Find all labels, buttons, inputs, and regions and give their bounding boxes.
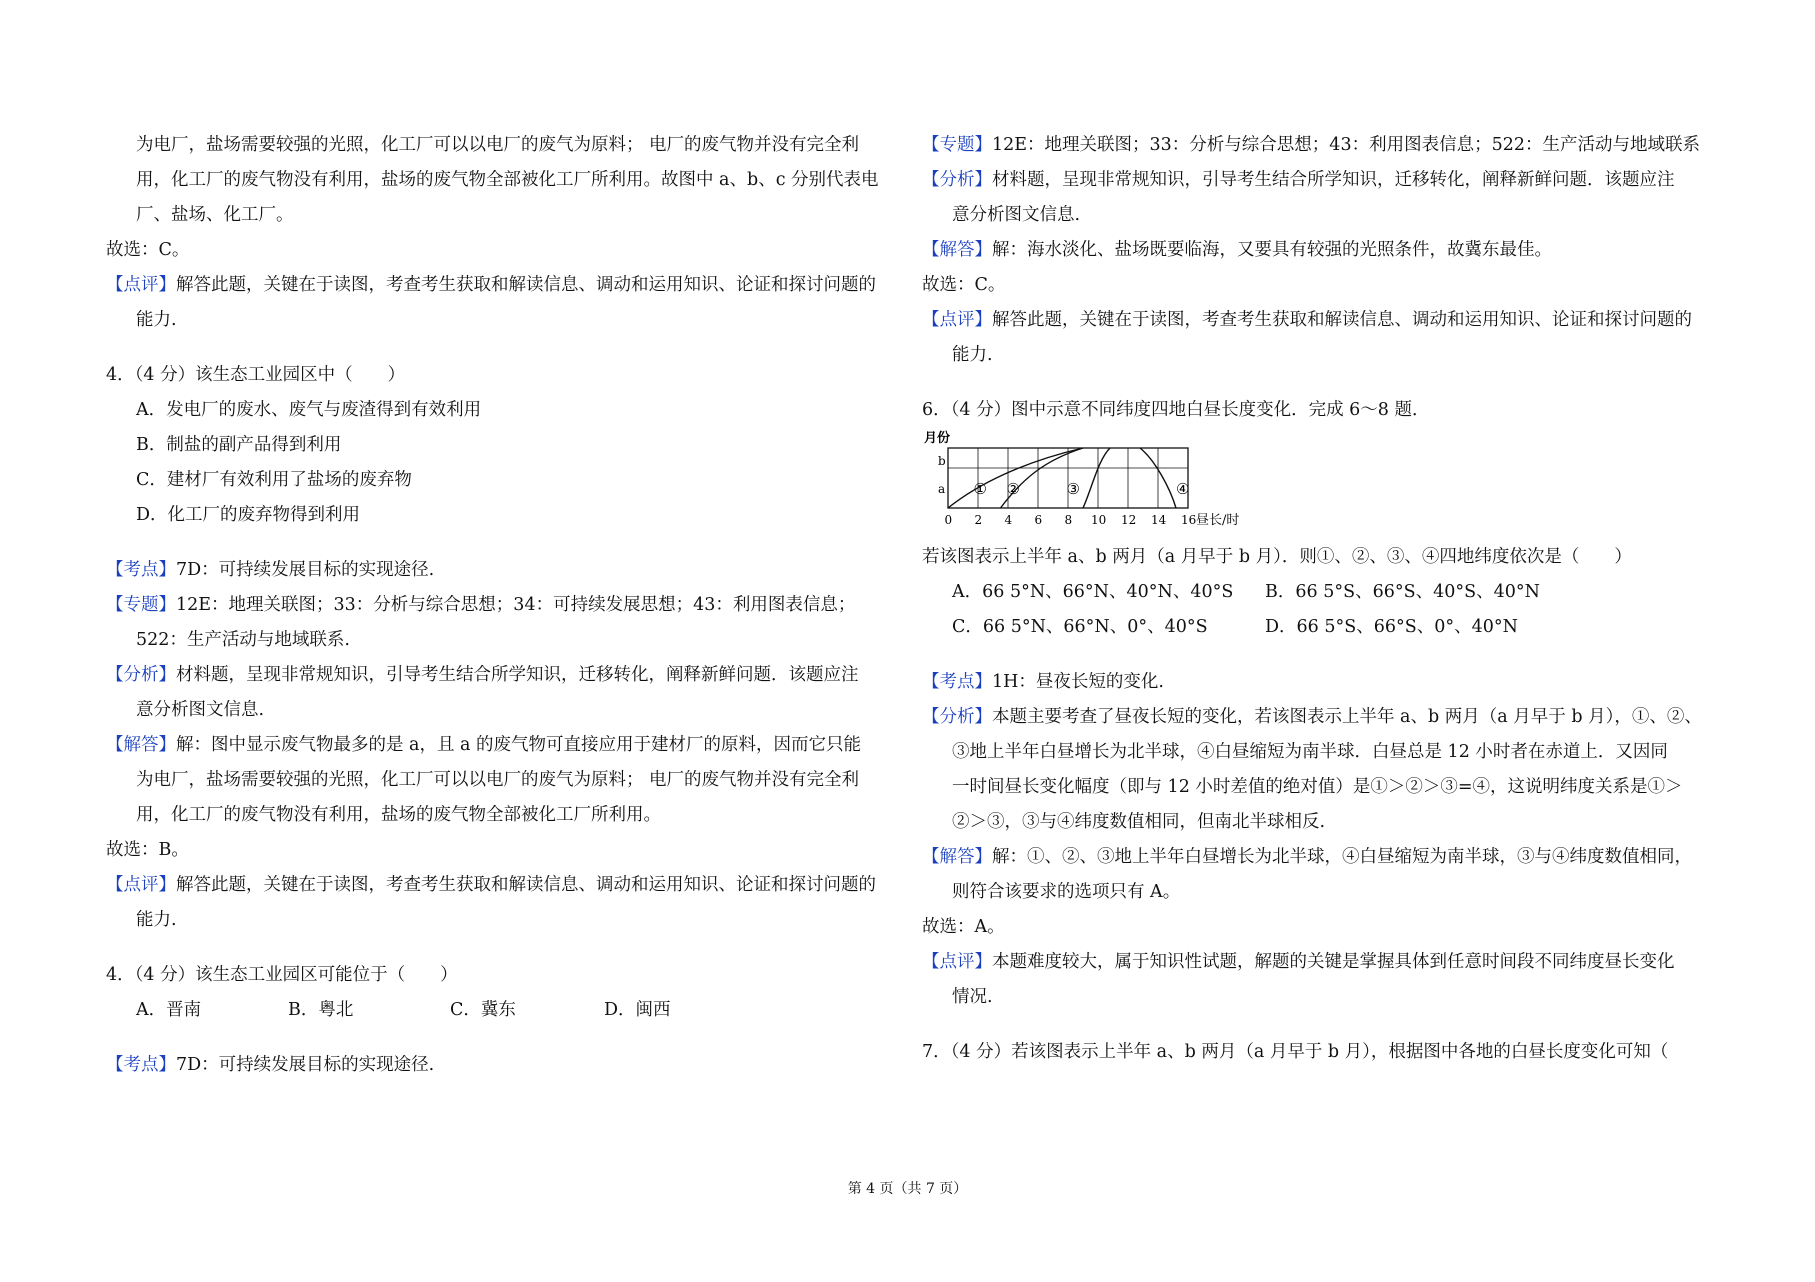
line-text: 本题主要考查了昼夜长短的变化，若该图表示上半年 a、b 两月（a 月早于 b 月），①、②、 xyxy=(992,707,1702,727)
labeled-paragraph-line xyxy=(922,303,1732,338)
text-line xyxy=(922,268,1732,303)
answer-option: A．晋南 xyxy=(136,1000,202,1020)
x-tick-label: 10 xyxy=(1091,513,1107,527)
line-text: 为电厂，盐场需要较强的光照，化工厂可以以电厂的废气为原料； 电厂的废气物并没有完全利 xyxy=(136,770,860,790)
section-tag: 【解答】 xyxy=(922,847,992,867)
text-line xyxy=(106,833,906,868)
line-text: 材料题，呈现非常规知识，引导考生结合所学知识，迁移转化，阐释新鲜问题．该题应注 xyxy=(176,665,859,685)
section-tag: 【考点】 xyxy=(922,672,992,692)
line-text: 则符合该要求的选项只有 A。 xyxy=(952,882,1181,902)
section-tag: 【点评】 xyxy=(922,952,992,972)
day-length-curve xyxy=(1001,448,1084,508)
option-row xyxy=(922,610,1732,645)
section-tag: 【解答】 xyxy=(106,735,176,755)
line-text: 故选：B。 xyxy=(106,840,189,860)
spacer xyxy=(106,338,906,358)
line-text: 解：图中显示废气物最多的是 a，且 a 的废气物可直接应用于建材厂的原料，因而它只能 xyxy=(176,735,862,755)
line-text: 7D：可持续发展目标的实现途径. xyxy=(176,560,435,580)
line-text: 情况. xyxy=(952,987,993,1007)
text-line xyxy=(922,805,1732,840)
answer-option: A．66 5°N、66°N、40°N、40°S xyxy=(952,582,1234,602)
x-tick-label: 14 xyxy=(1151,513,1167,527)
x-tick-label: 8 xyxy=(1064,513,1073,527)
line-text: ③地上半年白昼增长为北半球，④白昼缩短为南半球．白昼总是 12 小时者在赤道上．又因同 xyxy=(952,742,1668,762)
text-line xyxy=(106,463,906,498)
labeled-paragraph-line xyxy=(922,128,1732,163)
line-text: C．建材厂有效利用了盐场的废弃物 xyxy=(136,470,412,490)
labeled-paragraph-line xyxy=(106,728,906,763)
x-tick-label: 4 xyxy=(1004,513,1013,527)
text-line xyxy=(922,1035,1732,1070)
text-line xyxy=(922,735,1732,770)
line-text: 故选：C。 xyxy=(106,240,190,260)
spacer xyxy=(106,533,906,553)
section-tag: 【专题】 xyxy=(922,135,992,155)
text-line xyxy=(106,198,906,233)
text-line xyxy=(106,903,906,938)
text-line xyxy=(106,303,906,338)
text-line xyxy=(106,958,906,993)
line-text: A．发电厂的废水、废气与废渣得到有效利用 xyxy=(136,400,482,420)
text-line xyxy=(922,338,1732,373)
answer-option: C．冀东 xyxy=(450,1000,516,1020)
spacer xyxy=(922,645,1732,665)
line-text: 材料题，呈现非常规知识，引导考生结合所学知识，迁移转化，阐释新鲜问题．该题应注 xyxy=(992,170,1675,190)
spacer xyxy=(106,938,906,958)
page-footer: 第 4 页（共 7 页） xyxy=(847,1181,968,1197)
spacer xyxy=(106,1028,906,1048)
line-text: 12E：地理关联图；33：分析与综合思想；43：利用图表信息；522：生产活动与地域联系 xyxy=(992,135,1700,155)
line-text: 能力. xyxy=(136,310,177,330)
option-row xyxy=(106,993,906,1028)
answer-option: C．66 5°N、66°N、0°、40°S xyxy=(952,617,1208,637)
answer-option: D．66 5°S、66°S、0°、40°N xyxy=(1265,617,1518,637)
text-line xyxy=(922,198,1732,233)
x-tick-label: 12 xyxy=(1121,513,1137,527)
section-tag: 【点评】 xyxy=(106,875,176,895)
x-tick-label: 0 xyxy=(944,513,953,527)
line-text: 解答此题，关键在于读图，考查考生获取和解读信息、调动和运用知识、论证和探讨问题的 xyxy=(176,275,876,295)
line-text: 1H：昼夜长短的变化. xyxy=(992,672,1164,692)
line-text: 一时间昼长变化幅度（即与 12 小时差值的绝对值）是①＞②＞③=④，这说明纬度关系是①＞ xyxy=(952,777,1683,797)
curve-label: ① xyxy=(973,480,987,498)
text-line xyxy=(106,623,906,658)
curve-label: ④ xyxy=(1176,480,1190,498)
left-column xyxy=(106,128,906,1083)
line-text: 解答此题，关键在于读图，考查考生获取和解读信息、调动和运用知识、论证和探讨问题的 xyxy=(176,875,876,895)
text-line xyxy=(106,498,906,533)
labeled-paragraph-line xyxy=(922,945,1732,980)
section-tag: 【分析】 xyxy=(106,665,176,685)
line-text: 6．（4 分）图中示意不同纬度四地白昼长度变化．完成 6～8 题． xyxy=(922,400,1430,420)
text-line xyxy=(106,358,906,393)
text-line xyxy=(106,128,906,163)
text-line xyxy=(106,393,906,428)
text-line xyxy=(922,875,1732,910)
line-text: 故选：C。 xyxy=(922,275,1006,295)
labeled-paragraph-line xyxy=(106,268,906,303)
y-tick-label: a xyxy=(938,482,946,496)
section-tag: 【专题】 xyxy=(106,595,176,615)
right-column xyxy=(922,128,1732,1070)
text-line xyxy=(106,233,906,268)
line-text: 用，化工厂的废气物没有利用，盐场的废气物全部被化工厂所利用。 xyxy=(136,805,661,825)
line-text: 能力. xyxy=(136,910,177,930)
y-axis-label: 月份 xyxy=(924,431,951,446)
x-tick-label: 2 xyxy=(974,513,983,527)
curve-label: ② xyxy=(1006,480,1020,498)
text-line xyxy=(106,763,906,798)
line-text: 为电厂，盐场需要较强的光照，化工厂可以以电厂的废气为原料； 电厂的废气物并没有完全利 xyxy=(136,135,860,155)
answer-option: D．闽西 xyxy=(604,1000,671,1020)
section-tag: 【考点】 xyxy=(106,560,176,580)
section-tag: 【考点】 xyxy=(106,1055,176,1075)
text-line xyxy=(106,163,906,198)
text-line xyxy=(922,770,1732,805)
day-length-chart xyxy=(922,430,1252,530)
labeled-paragraph-line xyxy=(922,840,1732,875)
line-text: 12E：地理关联图；33：分析与综合思想；34：可持续发展思想；43：利用图表信息； xyxy=(176,595,856,615)
text-line xyxy=(922,980,1732,1015)
labeled-paragraph-line xyxy=(106,553,906,588)
line-text: 意分析图文信息. xyxy=(952,205,1081,225)
text-line xyxy=(106,798,906,833)
text-line xyxy=(922,910,1732,945)
line-text: 522：生产活动与地域联系. xyxy=(136,630,350,650)
section-tag: 【分析】 xyxy=(922,170,992,190)
answer-option: B．66 5°S、66°S、40°S、40°N xyxy=(1265,582,1540,602)
x-tick-label: 6 xyxy=(1034,513,1043,527)
labeled-paragraph-line xyxy=(106,588,906,623)
line-text: 意分析图文信息. xyxy=(136,700,265,720)
line-text: 故选：A。 xyxy=(922,917,1005,937)
curve-label: ③ xyxy=(1066,480,1080,498)
line-text: 本题难度较大，属于知识性试题，解题的关键是掌握具体到任意时间段不同纬度昼长变化 xyxy=(992,952,1675,972)
day-length-curve xyxy=(1083,448,1110,508)
section-tag: 【解答】 xyxy=(922,240,992,260)
labeled-paragraph-line xyxy=(106,658,906,693)
labeled-paragraph-line xyxy=(922,233,1732,268)
line-text: 7D：可持续发展目标的实现途径. xyxy=(176,1055,435,1075)
text-line xyxy=(106,693,906,728)
line-text: 7．（4 分）若该图表示上半年 a、b 两月（a 月早于 b 月），根据图中各地的白昼长度变化可知（ xyxy=(922,1042,1669,1062)
line-text: 4．（4 分）该生态工业园区可能位于（ ） xyxy=(106,965,458,985)
y-tick-label: b xyxy=(938,454,946,468)
line-text: ②＞③，③与④纬度数值相同，但南北半球相反. xyxy=(952,812,1326,832)
section-tag: 【点评】 xyxy=(106,275,176,295)
text-line xyxy=(922,393,1732,428)
option-row xyxy=(922,575,1732,610)
line-text: 解：①、②、③地上半年白昼增长为北半球，④白昼缩短为南半球，③与④纬度数值相同， xyxy=(992,847,1692,867)
day-length-curve xyxy=(948,448,1083,508)
line-text: 4．（4 分）该生态工业园区中（ ） xyxy=(106,365,406,385)
labeled-paragraph-line xyxy=(922,665,1732,700)
x-axis-label: 昼长/时 xyxy=(1196,513,1240,528)
text-line xyxy=(106,428,906,463)
section-tag: 【点评】 xyxy=(922,310,992,330)
answer-option: B．粤北 xyxy=(288,1000,354,1020)
line-text: 厂、盐场、化工厂。 xyxy=(136,205,294,225)
line-text: 解：海水淡化、盐场既要临海，又要具有较强的光照条件，故冀东最佳。 xyxy=(992,240,1552,260)
labeled-paragraph-line xyxy=(106,1048,906,1083)
x-tick-label: 16 xyxy=(1181,513,1197,527)
labeled-paragraph-line xyxy=(106,868,906,903)
section-tag: 【分析】 xyxy=(922,707,992,727)
line-text: B．制盐的副产品得到利用 xyxy=(136,435,342,455)
line-text: 若该图表示上半年 a、b 两月（a 月早于 b 月）．则①、②、③、④四地纬度依次是（ ） xyxy=(922,547,1632,567)
line-text: 用，化工厂的废气物没有利用，盐场的废气物全部被化工厂所利用。故图中 a、b、c 分别代表电 xyxy=(136,170,879,190)
spacer xyxy=(922,373,1732,393)
labeled-paragraph-line xyxy=(922,163,1732,198)
line-text: 解答此题，关键在于读图，考查考生获取和解读信息、调动和运用知识、论证和探讨问题的 xyxy=(992,310,1692,330)
line-text: D．化工厂的废弃物得到利用 xyxy=(136,505,361,525)
line-text: 能力. xyxy=(952,345,993,365)
text-line xyxy=(922,540,1732,575)
spacer xyxy=(922,1015,1732,1035)
labeled-paragraph-line xyxy=(922,700,1732,735)
